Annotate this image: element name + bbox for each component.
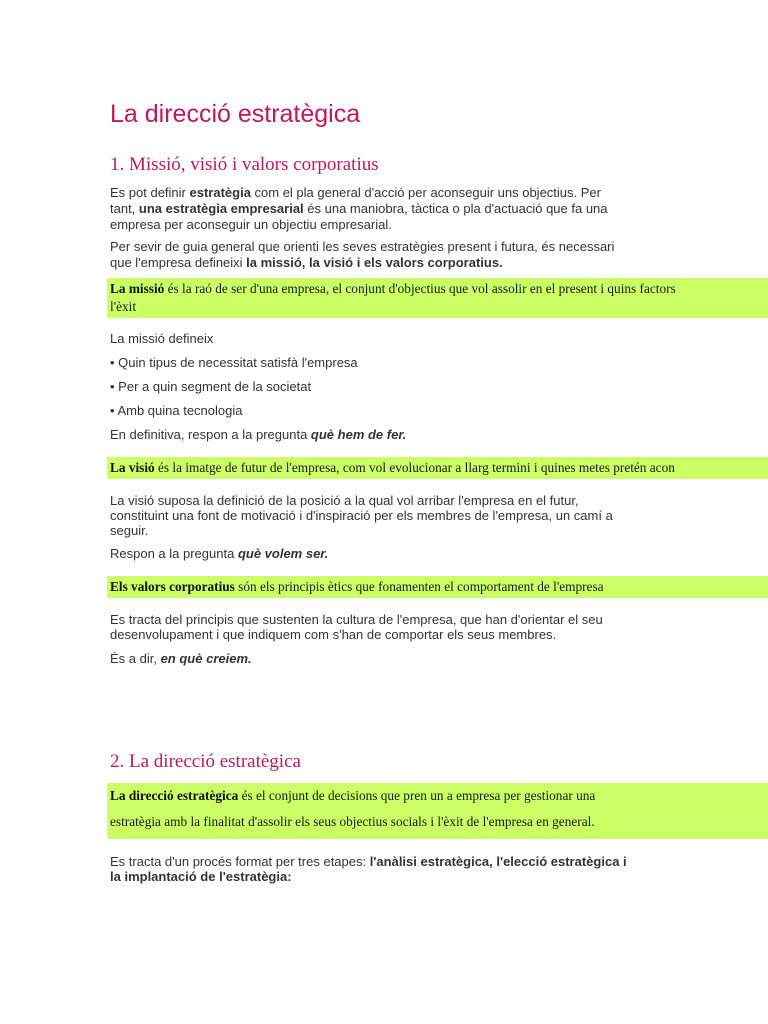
visio-highlight-box bbox=[107, 457, 768, 479]
text: tant, bbox=[110, 201, 139, 216]
text: empresa per aconseguir un objectiu empresarial. bbox=[110, 217, 392, 232]
bold-term: la implantació de l'estratègia: bbox=[110, 869, 292, 884]
page-title: La direcció estratègica bbox=[110, 100, 361, 128]
text: seguir. bbox=[110, 523, 149, 538]
bold-italic-term: què hem de fer. bbox=[310, 427, 407, 442]
text: constituint una font de motivació i d'inspiració per els membres de l'empresa, un camí a bbox=[110, 508, 613, 523]
text: Es pot definir bbox=[110, 185, 190, 200]
bold-italic-term: en què creiem. bbox=[160, 651, 252, 666]
guide-paragraph bbox=[110, 239, 614, 271]
bold-term: estratègia bbox=[189, 185, 251, 200]
text: La visió suposa la definició de la posició a la qual vol arribar l'empresa en el futur, bbox=[110, 493, 579, 508]
text: és la raó de ser d'una empresa, el conjunt d'objectius que vol assolir en el present i quins factors bbox=[164, 281, 676, 296]
bold-term: La visió bbox=[110, 460, 155, 475]
missio-highlight-box bbox=[107, 278, 768, 318]
text: Es tracta d'un procés format per tres etapes: bbox=[110, 854, 370, 869]
visio-conclusion bbox=[110, 546, 328, 562]
text: que l'empresa defineixi bbox=[110, 255, 247, 270]
missio-conclusion bbox=[110, 427, 406, 443]
bold-italic-term: què volem ser. bbox=[237, 546, 329, 561]
text: l'èxit bbox=[110, 299, 137, 314]
direccio-highlight-box bbox=[107, 783, 768, 839]
text: és la imatge de futur de l'empresa, com vol evolucionar a llarg termini i quines metes pretén acon bbox=[154, 460, 675, 475]
list-item: • Per a quin segment de la societat bbox=[110, 379, 312, 394]
process-paragraph bbox=[110, 854, 627, 884]
bold-term: La missió bbox=[110, 281, 165, 296]
visio-paragraph bbox=[110, 493, 613, 538]
list-item: • Quin tipus de necessitat satisfà l'empresa bbox=[110, 355, 358, 370]
definition-paragraph bbox=[110, 185, 608, 233]
text: és una maniobra, tàctica o pla d'actuació que fa una bbox=[303, 201, 608, 216]
bold-term: Els valors corporatius bbox=[110, 579, 235, 594]
text: És a dir, bbox=[110, 651, 161, 666]
missio-defineix: La missió defineix bbox=[110, 331, 214, 346]
text: Es tracta del principis que sustenten la cultura de l'empresa, que han d'orientar el seu bbox=[110, 612, 603, 627]
list-item: • Amb quina tecnologia bbox=[110, 403, 243, 418]
section-1-heading: 1. Missió, visió i valors corporatius bbox=[110, 154, 379, 175]
bold-term: una estratègia empresarial bbox=[138, 201, 304, 216]
text: són els principis ètics que fonamenten el comportament de l'empresa bbox=[234, 579, 604, 594]
text: desenvolupament i que indiquem com s'han de comportar els seus membres. bbox=[110, 627, 557, 642]
bold-term: l'anàlisi estratègica, l'elecció estratègica i bbox=[369, 854, 627, 869]
valors-highlight-box bbox=[107, 576, 768, 598]
valors-paragraph bbox=[110, 612, 603, 642]
text: com el pla general d'acció per aconseguir uns objectius. Per bbox=[250, 185, 601, 200]
bold-term: la missió, la visió i els valors corporatius. bbox=[246, 255, 503, 270]
text: Per sevir de guia general que orienti les seves estratègies present i futura, és necessari bbox=[110, 239, 615, 254]
valors-conclusion bbox=[110, 651, 252, 667]
text: En definitiva, respon a la pregunta bbox=[110, 427, 311, 442]
text: estratègia amb la finalitat d'assolir els seus objectius socials i l'èxit de l'empresa en general. bbox=[110, 814, 595, 829]
text: Respon a la pregunta bbox=[110, 546, 238, 561]
bold-term: La direcció estratègica bbox=[110, 788, 239, 803]
section-2-heading: 2. La direcció estratègica bbox=[110, 751, 301, 772]
text: és el conjunt de decisions que pren un a empresa per gestionar una bbox=[238, 788, 596, 803]
